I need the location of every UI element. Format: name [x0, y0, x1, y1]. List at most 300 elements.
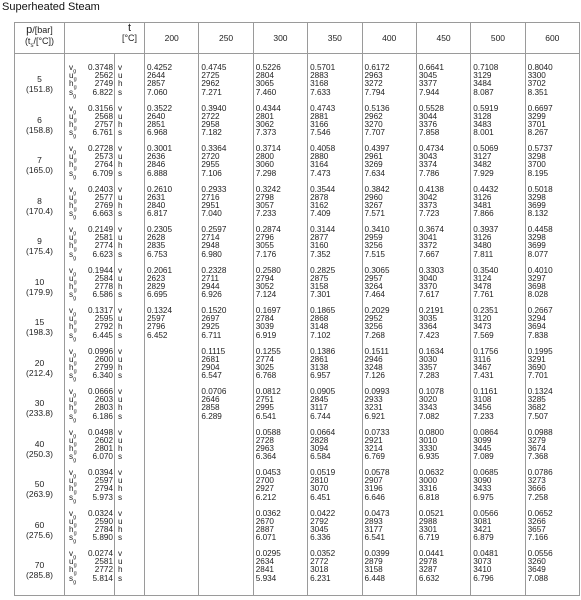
saturated-property-label: $s_g$	[69, 209, 77, 221]
pressure-group	[15, 469, 64, 510]
table-cell-value: 0.3242	[255, 184, 281, 194]
table-cell-value: 2794	[255, 273, 274, 283]
table-cell-value: 7.794	[364, 87, 385, 97]
saturated-property-value: 2590	[94, 516, 113, 526]
value-group	[528, 64, 579, 105]
table-cell-value: 3482	[473, 160, 492, 170]
pressure-group	[15, 64, 64, 105]
saturated-property-label: $s_g$	[69, 330, 77, 343]
table-cell-value: 3266	[527, 516, 546, 526]
table-cell-value	[201, 477, 252, 485]
table-cell-value: 3260	[527, 557, 546, 567]
saturated-property-value: 0.0324	[87, 508, 113, 518]
saturated-property-label: $h_g$	[69, 281, 77, 294]
table-cell-value: 0.1324	[147, 306, 173, 315]
saturated-property-line	[69, 452, 114, 464]
table-cell-value	[201, 575, 252, 583]
saturated-property-value: 5.973	[92, 492, 113, 502]
table-cell-value: 0.2029	[364, 306, 390, 315]
table-cell-value: 0.2825	[310, 265, 336, 275]
quantity-letters-group	[118, 267, 144, 308]
quantity-letters-group	[118, 348, 144, 389]
table-cell-value: 7.082	[418, 411, 440, 421]
table-cell-value: 6.541	[364, 533, 385, 543]
table-cell-value: 7.634	[364, 168, 385, 178]
value-group	[419, 267, 470, 308]
value-group	[473, 105, 524, 146]
table-cell-value: 3372	[418, 241, 438, 251]
table-cell-value: 0.4745	[201, 63, 227, 72]
quantity-letters-group	[118, 429, 144, 470]
table-cell-value: 0.4743	[310, 103, 336, 113]
table-cell-value: 3126	[473, 233, 492, 243]
table-cell-value: 7.258	[527, 492, 549, 502]
table-cell-value: 3270	[364, 119, 383, 129]
value-group	[201, 267, 252, 308]
table-cell-value: 6.632	[418, 573, 440, 583]
table-cell-value: 3057	[255, 200, 274, 210]
table-cell-value: 8.351	[527, 87, 549, 97]
table-cell-value: 3020	[418, 395, 438, 405]
value-group	[256, 510, 307, 551]
table-cell-value: 6.541	[255, 411, 277, 421]
value-group	[201, 388, 252, 429]
value-group	[419, 307, 470, 348]
table-cell-value: 3073	[473, 557, 492, 567]
saturated-property-value: 5.890	[92, 533, 113, 543]
table-cell-value: 0.5136	[364, 103, 390, 113]
quantity-letter: s	[118, 290, 123, 300]
table-cell-value: 3030	[418, 354, 438, 364]
table-cell-value: 7.268	[364, 330, 385, 340]
table-cell-value: 2963	[364, 71, 383, 81]
saturated-property-value: 0.0274	[87, 549, 113, 558]
table-cell-value: 0.4397	[364, 144, 390, 153]
table-cell-value: 6.646	[364, 492, 385, 502]
quantity-letter: h	[118, 565, 123, 575]
table-cell-value: 2978	[418, 557, 438, 567]
saturated-property-label: $v_g$	[69, 144, 77, 156]
table-cell-value: 2960	[364, 192, 383, 202]
saturation-temp-symbol: (t	[24, 35, 31, 46]
quantity-letter: s	[118, 209, 123, 219]
quantity-letter: h	[118, 484, 123, 494]
quantity-letter: s	[118, 87, 123, 97]
saturated-property-value: 6.586	[92, 290, 113, 300]
table-cell-value: 3343	[418, 403, 438, 413]
saturated-property-value: 2597	[94, 476, 113, 486]
value-group	[201, 469, 252, 510]
saturated-property-label: $h_g$	[69, 565, 77, 578]
value-group	[419, 186, 470, 227]
table-cell-value	[201, 453, 252, 461]
table-cell-value: 3043	[418, 152, 438, 162]
table-cell-value: 0.1255	[255, 346, 281, 356]
table-cell-value	[201, 494, 252, 502]
header-row	[15, 23, 580, 54]
saturated-property-label: $h_g$	[69, 403, 77, 416]
saturated-property-label: $h_g$	[69, 322, 77, 335]
table-cell-value: 3267	[364, 200, 383, 210]
table-cell-value: 0.0566	[473, 508, 499, 518]
value-column	[525, 54, 579, 596]
table-cell-value: 3162	[310, 200, 329, 210]
table-cell-value: 8.132	[527, 209, 549, 219]
quantity-letters-group	[118, 186, 144, 227]
table-cell-value	[201, 566, 252, 574]
value-group	[528, 348, 579, 389]
saturated-property-line	[69, 290, 114, 302]
table-cell-value: 0.0473	[364, 508, 390, 518]
table-cell-value	[201, 526, 252, 534]
saturated-property-value: 6.445	[92, 330, 113, 340]
table-cell-value: 7.298	[255, 168, 277, 178]
table-cell-value: 0.0481	[473, 549, 499, 558]
table-cell-value: 3108	[473, 395, 492, 405]
table-cell-value: 0.3540	[473, 265, 499, 275]
quantity-letter: h	[118, 241, 123, 251]
table-cell-value: 3377	[418, 79, 438, 89]
saturated-property-value: 2757	[94, 119, 113, 129]
table-cell-value: 0.4432	[473, 184, 499, 194]
table-cell-value: 3478	[473, 281, 492, 291]
table-cell-value: 6.769	[364, 452, 385, 462]
table-cell-value: 0.1386	[310, 346, 336, 356]
table-cell-value: 3298	[527, 152, 546, 162]
value-group	[310, 105, 361, 146]
table-cell-value: 3042	[418, 192, 438, 202]
table-cell-value: 0.4058	[310, 144, 336, 153]
table-cell-value: 2697	[201, 314, 220, 324]
saturated-property-value: 2801	[94, 443, 113, 453]
table-cell-value: 7.409	[310, 209, 331, 219]
table-cell-value: 2796	[255, 233, 274, 243]
table-cell-value: 7.423	[418, 330, 440, 340]
value-group	[419, 550, 470, 591]
table-cell-value: 6.744	[310, 411, 331, 421]
value-group	[419, 226, 470, 267]
table-cell-value: 2846	[147, 160, 166, 170]
value-group	[473, 550, 524, 591]
value-group	[147, 510, 198, 551]
saturated-properties-group	[69, 429, 114, 470]
value-group	[256, 348, 307, 389]
saturation-temperature: (263.9)	[26, 489, 53, 500]
saturated-property-label: $v_g$	[69, 427, 77, 440]
table-cell-value: 7.176	[255, 249, 277, 259]
value-group	[256, 388, 307, 429]
value-group	[419, 429, 470, 470]
table-cell-value: 3682	[527, 403, 546, 413]
table-cell-value: 0.5528	[418, 103, 444, 113]
table-cell-value: 3256	[364, 241, 383, 251]
table-cell-value: 3649	[527, 565, 546, 575]
table-cell-value: 3214	[364, 443, 383, 453]
table-cell-value: 3666	[527, 484, 546, 494]
table-cell-value: 7.761	[473, 290, 494, 300]
value-group	[365, 307, 416, 348]
table-cell-value: 2784	[255, 314, 274, 324]
value-group	[473, 186, 524, 227]
saturation-temperature: (275.6)	[26, 529, 53, 540]
saturated-property-value: 0.1317	[87, 306, 113, 315]
saturated-property-line	[69, 371, 114, 383]
pressure-group	[15, 226, 64, 267]
table-cell-value: 7.473	[310, 168, 331, 178]
table-cell-value: 6.212	[255, 492, 277, 502]
quantity-letter: u	[118, 233, 123, 243]
saturated-property-label: $s_g$	[69, 533, 77, 545]
table-cell-value: 6.452	[147, 330, 168, 340]
table-cell-value: 3456	[473, 403, 492, 413]
saturated-property-value: 2792	[94, 322, 113, 332]
table-cell-value: 3330	[418, 443, 438, 453]
quantity-letter: v	[118, 225, 123, 234]
table-cell-value: 6.584	[310, 452, 331, 462]
table-cell-value: 6.231	[310, 573, 331, 583]
quantity-letter: v	[118, 468, 123, 477]
value-group	[201, 550, 252, 591]
pressure-group	[15, 145, 64, 186]
table-cell-value	[147, 494, 198, 502]
pressure-value: 15	[34, 317, 45, 328]
pressure-value: 9	[37, 236, 42, 247]
table-cell-value: 0.0521	[418, 508, 444, 518]
saturated-property-label: $v_g$	[69, 306, 77, 318]
table-cell-value	[201, 485, 252, 493]
table-cell-value: 0.3842	[364, 184, 390, 194]
value-group	[147, 64, 198, 105]
saturated-property-label: $u_g$	[69, 192, 77, 205]
table-cell-value: 0.5069	[473, 144, 499, 153]
superheated-steam-table	[14, 22, 580, 596]
table-cell-value: 2857	[147, 79, 166, 89]
table-cell-value: 6.888	[147, 168, 168, 178]
table-cell-value: 2944	[201, 281, 220, 291]
value-group	[365, 469, 416, 510]
table-cell-value: 7.633	[310, 87, 331, 97]
table-cell-value	[147, 453, 198, 461]
value-group	[201, 145, 252, 186]
table-cell-value: 2955	[201, 160, 220, 170]
table-cell-value: 3473	[473, 322, 492, 332]
saturated-properties-group	[69, 226, 114, 267]
table-cell-value: 0.2933	[201, 184, 227, 194]
table-cell-value: 6.926	[201, 290, 222, 300]
table-cell-value: 3702	[527, 79, 546, 89]
table-cell-value: 6.818	[418, 492, 440, 502]
table-cell-value: 2623	[147, 273, 166, 283]
saturated-property-label: $s_g$	[69, 168, 77, 181]
pressure-header	[15, 23, 65, 54]
table-cell-value: 2840	[147, 200, 166, 210]
table-cell-value: 3099	[473, 435, 492, 445]
table-cell-value: 0.2328	[201, 265, 227, 275]
quantity-letters-group	[118, 105, 144, 146]
table-cell-value: 7.707	[364, 128, 385, 138]
table-cell-value: 2646	[201, 395, 220, 405]
table-cell-value	[147, 348, 198, 356]
table-cell-value: 3364	[418, 322, 438, 332]
saturated-property-value: 6.663	[92, 209, 113, 219]
table-cell-value: 5.934	[255, 573, 277, 583]
table-cell-value: 6.919	[255, 330, 277, 340]
table-cell-value	[147, 413, 198, 421]
saturated-property-label: $u_g$	[69, 71, 77, 83]
temp-col-header: 600	[525, 23, 579, 54]
table-cell-value: 7.368	[527, 452, 549, 462]
quantity-letter: u	[118, 476, 123, 486]
table-cell-value	[147, 526, 198, 534]
table-cell-value: 3062	[255, 119, 274, 129]
value-group	[528, 145, 579, 186]
quantity-letter: h	[118, 160, 123, 170]
table-cell-value: 0.0664	[310, 427, 336, 437]
table-cell-value	[201, 510, 252, 518]
table-cell-value: 3421	[473, 524, 492, 534]
value-group	[528, 307, 579, 348]
table-cell-value: 3299	[527, 111, 546, 121]
saturation-temperature: (285.8)	[26, 570, 53, 581]
table-cell-value: 3138	[310, 362, 329, 372]
table-cell-value	[147, 429, 198, 437]
quantity-letter: v	[118, 549, 123, 558]
table-cell-value: 3231	[364, 403, 383, 413]
quantity-letters-group	[118, 226, 144, 267]
table-cell-value: 2725	[201, 71, 220, 81]
quantity-letter: v	[118, 184, 123, 194]
table-cell-value	[147, 356, 198, 364]
saturation-temperature: (165.0)	[26, 165, 53, 176]
value-group	[365, 267, 416, 308]
value-group	[528, 429, 579, 470]
table-cell-value	[147, 437, 198, 445]
table-cell-value: 0.4458	[527, 225, 553, 234]
value-group	[310, 267, 361, 308]
table-cell-value: 0.1161	[473, 387, 498, 396]
table-cell-value: 0.0800	[418, 427, 444, 437]
table-cell-value: 3168	[310, 79, 329, 89]
table-cell-value: 0.4344	[255, 103, 281, 113]
table-cell-value: 0.5701	[310, 63, 336, 72]
saturated-property-label: $u_g$	[69, 354, 77, 367]
table-cell-value: 3701	[527, 119, 546, 129]
temp-col-header: 500	[471, 23, 525, 54]
table-cell-value: 6.879	[473, 533, 494, 543]
saturated-property-label: $h_g$	[69, 160, 77, 173]
table-cell-value: 2845	[310, 395, 329, 405]
quantity-letter: h	[118, 200, 123, 210]
table-cell-value: 3117	[310, 403, 328, 413]
quantity-letter: s	[118, 249, 123, 259]
table-cell-value: 7.102	[310, 330, 331, 340]
saturated-property-value: 2764	[94, 160, 113, 170]
quantity-letter: s	[118, 573, 123, 583]
value-group	[473, 267, 524, 308]
table-cell-value: 7.667	[418, 249, 440, 259]
value-group	[365, 186, 416, 227]
table-cell-value: 7.858	[418, 128, 440, 138]
saturated-property-label: $h_g$	[69, 119, 77, 132]
temperature-header	[115, 23, 145, 54]
table-cell-value: 3285	[527, 395, 546, 405]
table-cell-value: 3148	[310, 322, 329, 332]
table-cell-value: 7.464	[364, 290, 385, 300]
table-cell-value: 7.233	[473, 411, 494, 421]
value-group	[147, 186, 198, 227]
value-group	[473, 469, 524, 510]
table-cell-value: 2951	[201, 200, 220, 210]
value-group	[365, 348, 416, 389]
saturated-property-line	[69, 330, 114, 343]
table-cell-value: 2751	[255, 395, 274, 405]
saturated-property-label: $h_g$	[69, 362, 77, 375]
quantity-letter: u	[118, 273, 123, 283]
table-cell-value: 3256	[364, 322, 383, 332]
value-group	[310, 388, 361, 429]
table-cell-value: 2644	[147, 71, 166, 81]
table-cell-value: 0.5919	[473, 103, 499, 113]
saturated-property-value: 6.623	[92, 249, 113, 259]
saturation-temperature: (233.8)	[26, 408, 53, 419]
table-cell-value: 6.448	[364, 573, 385, 583]
table-cell-value: 0.0556	[527, 549, 553, 558]
table-cell-value	[147, 477, 198, 485]
table-cell-value: 2716	[201, 192, 220, 202]
table-cell-value: 7.373	[255, 128, 277, 138]
table-cell-value	[147, 558, 198, 566]
table-cell-value: 7.431	[473, 371, 494, 381]
saturated-property-value: 2584	[94, 273, 113, 283]
table-cell-value: 2841	[255, 565, 274, 575]
pressure-symbol: p	[26, 23, 33, 36]
table-cell-value: 6.289	[201, 411, 222, 421]
table-cell-value: 2907	[364, 476, 383, 486]
table-cell-value: 0.3674	[418, 225, 444, 234]
table-cell-value: 2883	[310, 71, 329, 81]
table-cell-value: 2988	[418, 516, 438, 526]
page-title: Superheated Steam	[2, 1, 100, 13]
pressure-value: 20	[34, 357, 45, 368]
table-cell-value: 3094	[310, 443, 329, 453]
value-group	[310, 429, 361, 470]
pressure-group	[15, 510, 64, 551]
value-group	[528, 186, 579, 227]
table-cell-value: 6.364	[255, 452, 277, 462]
table-cell-value: 2879	[364, 557, 383, 567]
saturated-property-value: 6.070	[92, 452, 113, 462]
table-cell-value	[201, 469, 252, 477]
table-cell-value: 3160	[310, 241, 329, 251]
table-cell-value: 3070	[310, 484, 329, 494]
saturated-properties-group	[69, 105, 114, 146]
table-cell-value: 2810	[310, 476, 329, 486]
saturated-property-label: $v_g$	[69, 346, 77, 359]
table-cell-value: 0.3364	[201, 144, 227, 153]
table-cell-value: 0.0733	[364, 427, 390, 437]
temp-col-header: 400	[362, 23, 416, 54]
table-cell-value: 3298	[527, 233, 546, 243]
quantity-letter: s	[118, 492, 123, 502]
table-cell-value: 3052	[255, 281, 274, 291]
saturated-property-value: 6.761	[92, 128, 113, 138]
quantity-column	[115, 54, 145, 596]
table-cell-value: 3279	[527, 435, 546, 445]
table-cell-value: 2881	[310, 111, 329, 121]
table-cell-value: 3035	[418, 314, 438, 324]
saturated-property-label: $h_g$	[69, 241, 77, 254]
table-cell-value: 0.2351	[473, 306, 499, 315]
